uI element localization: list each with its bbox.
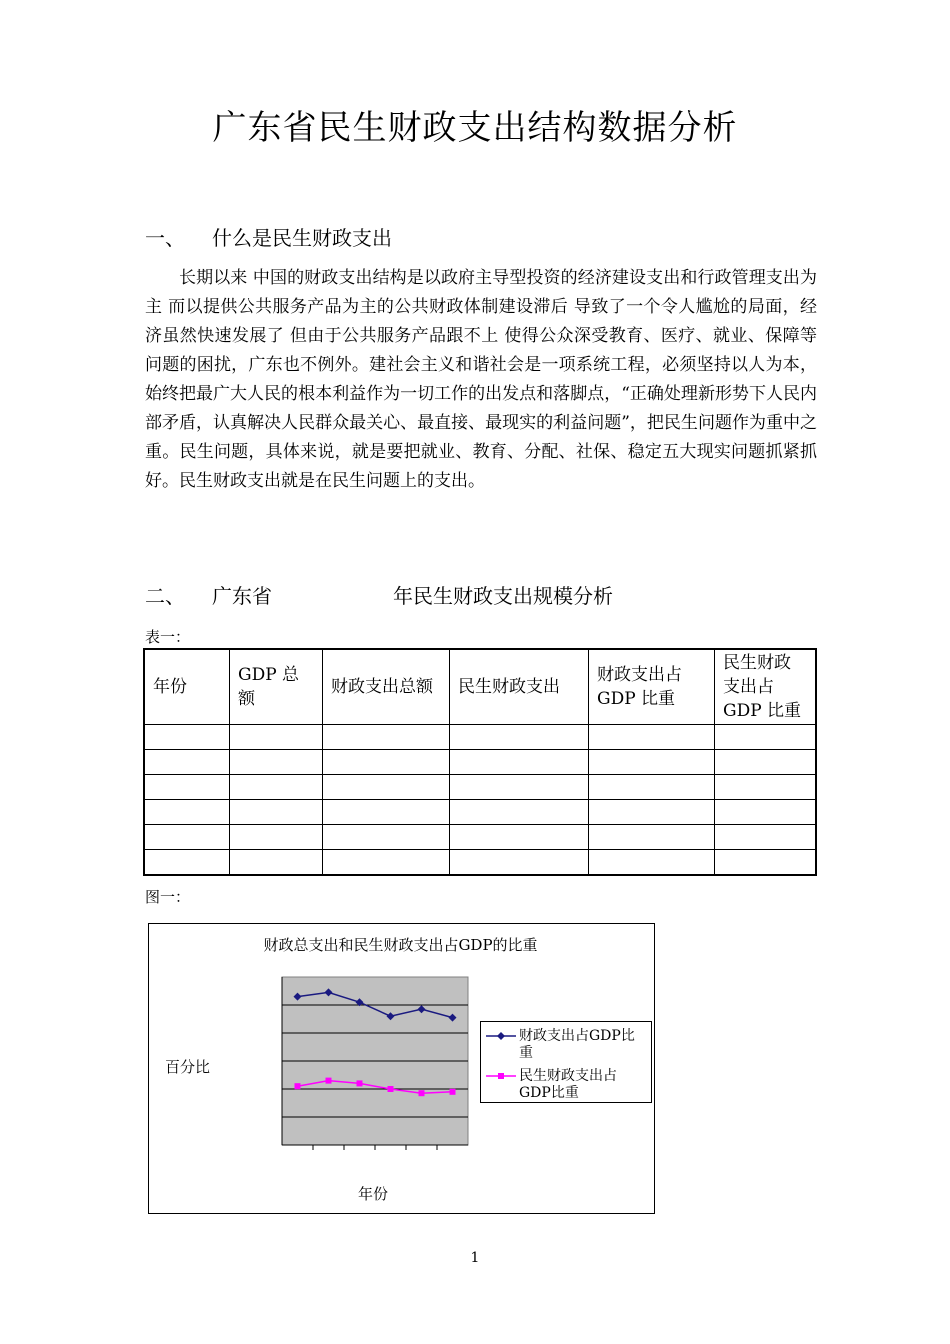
table-row — [144, 800, 816, 825]
section-1-paragraph: 长期以来 中国的财政支出结构是以政府主导型投资的经济建设支出和行政管理支出为主 而以提供公共服务产品为主的公共财政体制建设滞后 导致了一个令人尴尬的局面，经济虽然快速发展了 但由于公共服务产品跟不上 使得公众深受教育、医疗、就业、保障等问题的困扰，广东也不例外。建社会主义和谐社会是一项系统工程，必须坚持以人为本，始终把最广大人民的根本利益作为一切工作的出发点和落脚点，“正确处理新形势下人民内部矛盾，认真解决人民群众最关心、最直接、最现实的利益问题”，把民生问题作为重中之重。民生问题，具体来说，就是要把就业、教育、分配、社保、稳定五大现实问题抓紧抓好。民生财政支出就是在民生问题上的支出。 — [145, 268, 817, 491]
chart-title: 财政总支出和民生财政支出占GDP的比重 — [263, 936, 538, 954]
table-row — [144, 825, 816, 850]
data-point — [450, 1089, 456, 1095]
table-row — [144, 750, 816, 775]
data-point — [357, 1080, 363, 1086]
legend-marker-series-2 — [485, 1070, 517, 1082]
table-label: 表一： — [145, 628, 191, 646]
header-cell-fiscal-total: 财政支出总额 — [323, 649, 450, 725]
section-2-number: 二、 — [145, 584, 185, 608]
table-row — [144, 725, 816, 750]
header-cell-year: 年份 — [144, 649, 230, 725]
data-point — [326, 1078, 332, 1084]
data-point — [295, 1083, 301, 1089]
document-title: 广东省民生财政支出结构数据分析 — [212, 108, 738, 148]
chart-y-axis-label: 百分比 — [165, 1058, 211, 1076]
legend-marker-series-1 — [485, 1030, 517, 1042]
data-point — [419, 1090, 425, 1096]
chart-legend — [480, 1021, 652, 1103]
header-cell-gdp: GDP 总额 — [230, 649, 323, 725]
figure-label: 图一： — [145, 888, 191, 906]
table-header-row — [144, 649, 816, 725]
legend-label-series-1: 财政支出占GDP比重 — [519, 1028, 635, 1061]
chart-x-axis-label: 年份 — [358, 1185, 389, 1203]
section-2-heading-part2: 年民生财政支出规模分析 — [393, 584, 613, 608]
chart-plot-area — [280, 975, 470, 1155]
data-table — [143, 648, 817, 876]
section-2-heading-part1: 广东省 — [212, 584, 272, 608]
header-cell-livelihood-gdp-ratio: 民生财政支出占GDP 比重 — [715, 649, 817, 725]
header-cell-livelihood: 民生财政支出 — [450, 649, 589, 725]
page-number: 1 — [470, 1250, 480, 1266]
table-row — [144, 775, 816, 800]
header-cell-fiscal-gdp-ratio: 财政支出占GDP 比重 — [589, 649, 715, 725]
data-point — [388, 1086, 394, 1092]
section-1-heading: 什么是民生财政支出 — [212, 226, 392, 250]
section-1-number: 一、 — [145, 226, 185, 250]
table-row — [144, 850, 816, 876]
legend-label-series-2: 民生财政支出占GDP比重 — [519, 1068, 617, 1101]
